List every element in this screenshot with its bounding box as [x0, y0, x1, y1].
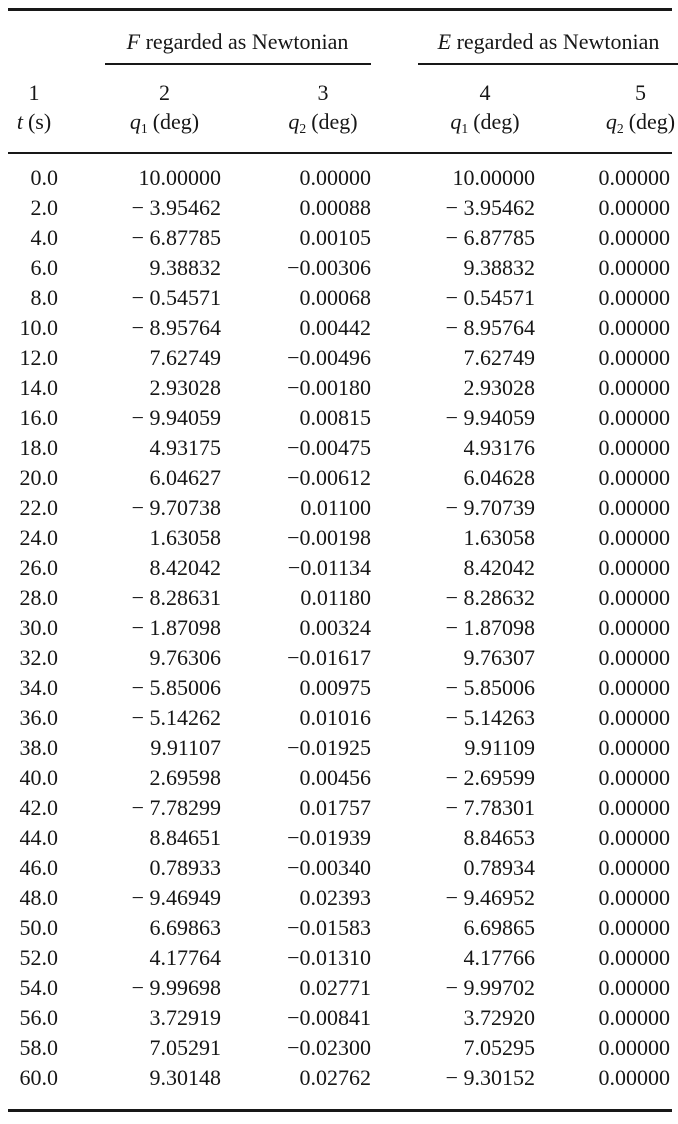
table-cell: −0.00475	[287, 435, 371, 460]
table-cell: 9.30148	[149, 1065, 221, 1090]
table-cell: −0.01617	[287, 645, 371, 670]
table-cell: 0.00000	[598, 675, 670, 700]
table-cell: 8.42042	[149, 555, 221, 580]
table-bottom-rule	[8, 1109, 672, 1112]
table-cell: 0.00000	[299, 165, 371, 190]
column-header-t	[8, 65, 60, 137]
table-cell: 6.69863	[149, 915, 221, 940]
table-cell: 36.0	[19, 705, 58, 730]
table-cell: 0.02393	[299, 885, 371, 910]
table-row	[8, 583, 672, 613]
group-text-e: regarded as Newtonian	[451, 29, 660, 54]
table-cell: 0.01757	[299, 795, 371, 820]
column-number-1: 1	[28, 80, 40, 105]
table-cell: 12.0	[19, 345, 58, 370]
table-cell: 0.78934	[463, 855, 535, 880]
table-cell: − 9.70738	[131, 495, 221, 520]
table-cell: 0.00000	[598, 1065, 670, 1090]
table-cell: 0.00000	[598, 915, 670, 940]
table-cell: − 9.99698	[131, 975, 221, 1000]
table-cell: 58.0	[19, 1035, 58, 1060]
table-cell: 6.69865	[463, 915, 535, 940]
column-header-q1-f	[60, 65, 223, 137]
table-cell: 0.00000	[598, 255, 670, 280]
group-text-f: regarded as Newtonian	[140, 29, 349, 54]
group-symbol-f: F	[126, 29, 141, 54]
table-cell: 0.0	[30, 165, 58, 190]
table-row	[8, 313, 672, 343]
table-body	[8, 154, 672, 1101]
table-cell: − 8.28631	[131, 585, 221, 610]
table-cell: − 9.46949	[131, 885, 221, 910]
table-cell: − 9.70739	[445, 495, 535, 520]
table-cell: 0.00000	[598, 885, 670, 910]
table-cell: −0.00198	[287, 525, 371, 550]
table-cell: 0.00000	[598, 405, 670, 430]
table-cell: 44.0	[19, 825, 58, 850]
table-cell: 2.0	[30, 195, 58, 220]
table-cell: − 9.94059	[445, 405, 535, 430]
table-cell: 9.91109	[464, 735, 535, 760]
table-cell: − 5.85006	[131, 675, 221, 700]
table-cell: − 3.95462	[131, 195, 221, 220]
table-cell: −0.02300	[287, 1035, 371, 1060]
column-label-q2-f: $q_2$ (deg)	[288, 109, 358, 136]
table-row	[8, 1003, 672, 1033]
table-cell: 8.84653	[463, 825, 535, 850]
table-cell: 6.0	[30, 255, 58, 280]
table-cell: 0.00000	[598, 315, 670, 340]
table-row	[8, 613, 672, 643]
table-cell: 3.72920	[463, 1005, 535, 1030]
table-cell: 0.00000	[598, 225, 670, 250]
table-cell: −0.01925	[287, 735, 371, 760]
table-cell: 0.01180	[300, 585, 371, 610]
table-row	[8, 943, 672, 973]
table-cell: 8.0	[30, 285, 58, 310]
group-header-e-title	[399, 11, 678, 57]
table-cell: 18.0	[19, 435, 58, 460]
table-cell: − 0.54571	[131, 285, 221, 310]
table-row	[8, 403, 672, 433]
table-cell: 10.0	[19, 315, 58, 340]
column-label-t: t (s)	[16, 109, 52, 134]
table-cell: 0.00000	[598, 825, 670, 850]
table-cell: 26.0	[19, 555, 58, 580]
table-row	[8, 823, 672, 853]
table-cell: 56.0	[19, 1005, 58, 1030]
data-table	[8, 8, 676, 1112]
table-cell: − 9.94059	[131, 405, 221, 430]
column-number-3: 3	[317, 80, 329, 105]
table-cell: 2.69598	[149, 765, 221, 790]
table-row	[8, 733, 672, 763]
group-header-row	[8, 11, 672, 65]
table-cell: − 9.99702	[445, 975, 535, 1000]
table-cell: 0.00000	[598, 165, 670, 190]
table-cell: 0.00000	[598, 645, 670, 670]
table-cell: 9.76306	[149, 645, 221, 670]
table-cell: 7.05291	[149, 1035, 221, 1060]
column-label-q1-f: $q_1$ (deg)	[129, 109, 200, 136]
table-row	[8, 493, 672, 523]
table-cell: 2.93028	[463, 375, 535, 400]
table-cell: 7.62749	[149, 345, 221, 370]
group-symbol-e: E	[437, 29, 452, 54]
table-cell: 10.00000	[138, 165, 221, 190]
table-row	[8, 343, 672, 373]
table-row	[8, 223, 672, 253]
table-cell: − 5.14263	[445, 705, 535, 730]
table-cell: 46.0	[19, 855, 58, 880]
table-cell: 9.91107	[150, 735, 221, 760]
group-header-spacer	[8, 11, 60, 65]
table-cell: 6.04628	[463, 465, 535, 490]
table-cell: − 7.78299	[131, 795, 221, 820]
table-cell: 0.00456	[299, 765, 371, 790]
table-cell: 3.72919	[149, 1005, 221, 1030]
table-row	[8, 913, 672, 943]
table-cell: 6.04627	[149, 465, 221, 490]
table-cell: 0.00000	[598, 1035, 670, 1060]
table-cell: 10.00000	[452, 165, 535, 190]
table-row	[8, 253, 672, 283]
table-row	[8, 763, 672, 793]
table-cell: 4.17766	[463, 945, 535, 970]
table-cell: 0.00000	[598, 735, 670, 760]
table-cell: 40.0	[19, 765, 58, 790]
table-row	[8, 883, 672, 913]
table-cell: 0.00000	[598, 495, 670, 520]
table-cell: 50.0	[19, 915, 58, 940]
table-cell: 0.00000	[598, 465, 670, 490]
table-cell: − 7.78301	[445, 795, 535, 820]
table-cell: − 0.54571	[445, 285, 535, 310]
table-cell: −0.01134	[287, 555, 371, 580]
table-cell: −0.01583	[287, 915, 371, 940]
table-cell: − 9.30152	[445, 1065, 535, 1090]
table-cell: − 6.87785	[131, 225, 221, 250]
table-cell: − 5.14262	[131, 705, 221, 730]
table-row	[8, 433, 672, 463]
table-cell: 0.00000	[598, 765, 670, 790]
table-cell: 0.00000	[598, 1005, 670, 1030]
table-cell: − 3.95462	[445, 195, 535, 220]
book-page	[0, 8, 678, 1124]
table-cell: 54.0	[19, 975, 58, 1000]
table-cell: 20.0	[19, 465, 58, 490]
table-cell: − 1.87098	[445, 615, 535, 640]
table-cell: 0.00000	[598, 375, 670, 400]
table-cell: 9.76307	[463, 645, 535, 670]
column-number-4: 4	[479, 80, 491, 105]
table-cell: 24.0	[19, 525, 58, 550]
table-cell: − 2.69599	[445, 765, 535, 790]
table-cell: − 6.87785	[445, 225, 535, 250]
table-cell: 0.00000	[598, 795, 670, 820]
table-row	[8, 523, 672, 553]
table-cell: 0.01100	[300, 495, 371, 520]
table-cell: −0.01310	[287, 945, 371, 970]
table-cell: − 5.85006	[445, 675, 535, 700]
column-number-5: 5	[635, 80, 646, 105]
group-header-f	[60, 11, 373, 65]
table-cell: 7.05295	[463, 1035, 535, 1060]
table-cell: −0.00306	[287, 255, 371, 280]
table-cell: − 8.95764	[445, 315, 535, 340]
table-cell: 0.00000	[598, 555, 670, 580]
table-cell: 0.01016	[299, 705, 371, 730]
table-cell: 0.00975	[299, 675, 371, 700]
table-row	[8, 973, 672, 1003]
table-cell: 8.42042	[463, 555, 535, 580]
table-row	[8, 283, 672, 313]
table-row	[8, 643, 672, 673]
table-cell: 8.84651	[149, 825, 221, 850]
column-number-2: 2	[159, 80, 170, 105]
table-cell: 48.0	[19, 885, 58, 910]
table-cell: 0.00000	[598, 525, 670, 550]
table-cell: 4.93176	[463, 435, 535, 460]
table-cell: 30.0	[19, 615, 58, 640]
table-cell: −0.00496	[287, 345, 371, 370]
group-header-f-title	[81, 11, 394, 57]
table-cell: 16.0	[19, 405, 58, 430]
table-cell: 0.00088	[299, 195, 371, 220]
table-cell: 38.0	[19, 735, 58, 760]
table-cell: 0.00442	[299, 315, 371, 340]
table-cell: −0.01939	[287, 825, 371, 850]
column-label-q1-e: $q_1$ (deg)	[450, 109, 520, 136]
table-cell: −0.00340	[287, 855, 371, 880]
table-cell: 42.0	[19, 795, 58, 820]
table-row	[8, 463, 672, 493]
table-cell: 52.0	[19, 945, 58, 970]
table-cell: 4.0	[30, 225, 58, 250]
table-row	[8, 703, 672, 733]
table-cell: 4.93175	[149, 435, 221, 460]
table-cell: 7.62749	[463, 345, 535, 370]
table-cell: 0.00815	[299, 405, 371, 430]
column-header-row	[8, 65, 676, 137]
table-cell: 1.63058	[149, 525, 221, 550]
table-cell: 0.00000	[598, 945, 670, 970]
table-cell: 60.0	[19, 1065, 58, 1090]
table-cell: 4.17764	[149, 945, 221, 970]
table-row	[8, 1033, 672, 1063]
table-row	[8, 1063, 672, 1093]
table-cell: 9.38832	[463, 255, 535, 280]
table-row	[8, 853, 672, 883]
table-cell: 0.00000	[598, 705, 670, 730]
table-row	[8, 163, 672, 193]
table-cell: −0.00612	[287, 465, 371, 490]
table-cell: 0.02771	[299, 975, 371, 1000]
table-cell: − 1.87098	[131, 615, 221, 640]
table-cell: 9.38832	[149, 255, 221, 280]
table-cell: 32.0	[19, 645, 58, 670]
table-cell: 0.00000	[598, 435, 670, 460]
table-cell: 0.00105	[299, 225, 371, 250]
table-row	[8, 193, 672, 223]
group-header-e	[373, 11, 672, 65]
table-row	[8, 793, 672, 823]
table-cell: 0.00000	[598, 345, 670, 370]
table-cell: 0.00000	[598, 615, 670, 640]
table-cell: 0.00000	[598, 585, 670, 610]
table-cell: 0.00000	[598, 855, 670, 880]
table-cell: 0.00000	[598, 195, 670, 220]
table-cell: − 9.46952	[445, 885, 535, 910]
table-cell: 0.02762	[299, 1065, 371, 1090]
table-cell: 0.00000	[598, 975, 670, 1000]
table-cell: −0.00841	[287, 1005, 371, 1030]
table-cell: 14.0	[19, 375, 58, 400]
table-cell: 0.78933	[149, 855, 221, 880]
table-cell: − 8.28632	[445, 585, 535, 610]
table-cell: 34.0	[19, 675, 58, 700]
column-label-q2-e: $q_2$ (deg)	[605, 109, 676, 136]
table-cell: 0.00324	[299, 615, 371, 640]
table-cell: 0.00000	[598, 285, 670, 310]
table-cell: 1.63058	[463, 525, 535, 550]
table-cell: −0.00180	[287, 375, 371, 400]
table-row	[8, 373, 672, 403]
table-cell: 28.0	[19, 585, 58, 610]
table-row	[8, 673, 672, 703]
table-cell: − 8.95764	[131, 315, 221, 340]
table-cell: 22.0	[19, 495, 58, 520]
table-cell: 2.93028	[149, 375, 221, 400]
table-cell: 0.00068	[299, 285, 371, 310]
table-row	[8, 553, 672, 583]
